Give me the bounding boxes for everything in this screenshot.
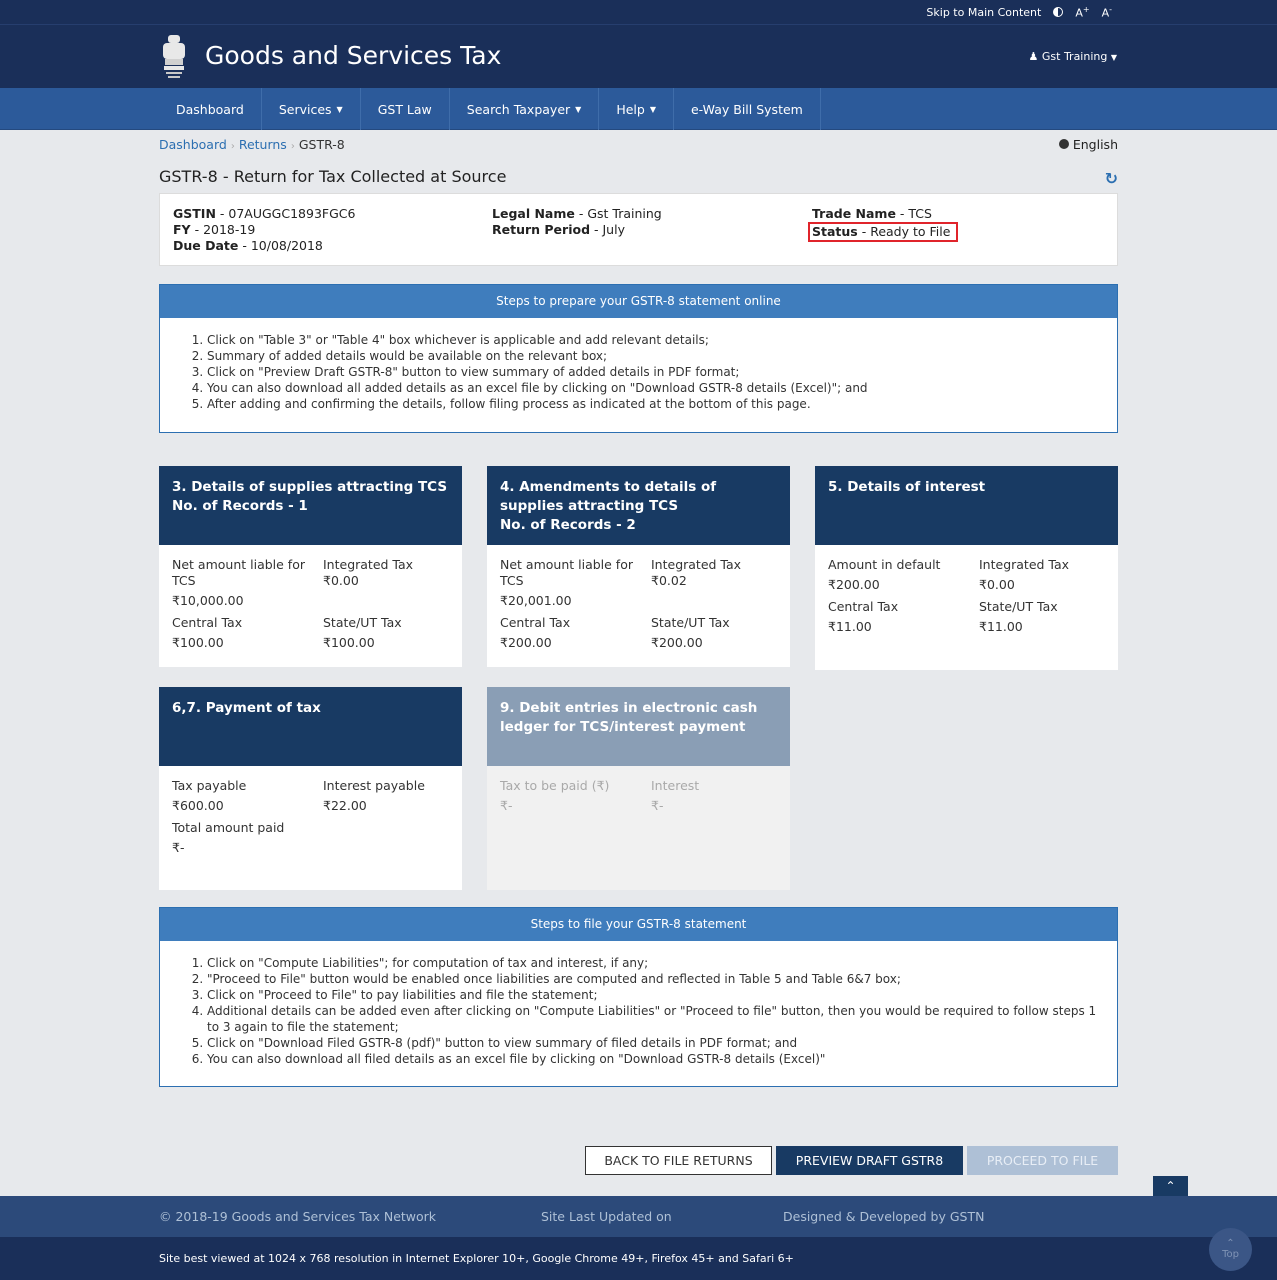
tile-header: 3. Details of supplies attracting TCS No. of Records - 1 [159,466,462,545]
due-date-value: 10/08/2018 [250,238,323,253]
back-to-top-button[interactable]: ⌃ Top [1209,1228,1252,1271]
tile-table-9 [487,687,790,890]
breadcrumb [159,137,345,152]
steps-file-title: Steps to file your GSTR-8 statement [160,908,1117,941]
list-item: 2. "Proceed to File" button would be enabled once liabilities are computed and reflected in Table 5 and Table 6&7 box; [207,971,1101,987]
breadcrumb-current: GSTR-8 [298,137,345,152]
list-item: 2. Summary of added details would be available on the relevant box; [207,348,1101,364]
field-value: ₹200.00 [651,635,703,650]
tile-table-5[interactable] [815,466,1118,670]
breadcrumb-separator-icon: › [290,141,295,152]
field-value: ₹- [500,798,513,813]
nav-eway-bill[interactable]: e-Way Bill System [674,88,821,130]
main-nav [0,88,1277,130]
list-item: 1. Click on "Compute Liabilities"; for computation of tax and interest, if any; [207,955,1101,971]
steps-file-list [160,941,1117,1083]
list-item: 4. Additional details can be added even after clicking on "Compute Liabilities" or "Proceed to file" button, then you would be required to follow steps 1 to 3 again to file the statement; [207,1003,1101,1035]
field-label: Tax payable [172,778,247,793]
language-selector[interactable]: English [1059,137,1118,152]
field-label: Integrated Tax [979,557,1070,572]
trade-name-value: TCS [908,206,932,221]
legal-name-value: Gst Training [587,206,662,221]
status-highlight: Status - Ready to File [808,222,958,242]
nav-help[interactable]: Help ▼ [599,88,674,130]
list-item: 3. Click on "Proceed to File" to pay liabilities and file the statement; [207,987,1101,1003]
records-count: No. of Records - 2 [500,517,636,533]
field-value: ₹20,001.00 [500,593,572,608]
field-label: Central Tax [828,599,899,614]
field-label: Central Tax [500,615,571,630]
field-label: Tax to be paid (₹) [500,778,610,793]
nav-dashboard[interactable]: Dashboard [159,88,262,130]
footer-bottom [0,1237,1277,1280]
field-value: ₹100.00 [172,635,224,650]
list-item: 5. Click on "Download Filed GSTR-8 (pdf)" button to view summary of filed details in PDF format; and [207,1035,1101,1051]
steps-file-panel [159,907,1118,1087]
tile-header: 4. Amendments to details of supplies attracting TCS No. of Records - 2 [487,466,790,545]
contrast-icon[interactable] [1053,7,1063,17]
field-label: Total amount paid [172,820,285,835]
user-menu[interactable]: ♟ Gst Training ▼ [1028,50,1117,63]
field-value: ₹100.00 [323,635,375,650]
field-value: ₹10,000.00 [172,593,244,608]
tile-table-3[interactable] [159,466,462,667]
footer-designed: Designed & Developed by GSTN [783,1209,985,1224]
field-label: Integrated Tax [651,557,742,572]
refresh-icon[interactable]: ↻ [1104,169,1118,188]
list-item: 3. Click on "Preview Draft GSTR-8" button to view summary of added details in PDF format; [207,364,1101,380]
user-icon: ♟ [1028,50,1039,63]
field-label: Central Tax [172,615,243,630]
footer [0,1196,1277,1237]
field-value: ₹11.00 [828,619,872,634]
tile-header: 9. Debit entries in electronic cash ledger for TCS/interest payment [487,687,790,766]
field-label: Net amount liable for TCS [500,557,633,588]
font-decrease-button[interactable]: A- [1101,4,1112,20]
field-label: State/UT Tax [651,615,730,630]
tile-header: 6,7. Payment of tax [159,687,462,766]
utility-bar [0,0,1277,24]
steps-prepare-list [160,318,1117,428]
skip-to-main-link[interactable]: Skip to Main Content [926,5,1042,19]
national-emblem-icon [159,33,189,79]
footer-updated: Site Last Updated on [541,1209,672,1224]
field-label: Interest payable [323,778,425,793]
page-title: GSTR-8 - Return for Tax Collected at Source [159,167,507,186]
breadcrumb-returns[interactable]: Returns [238,137,287,152]
back-to-file-returns-button[interactable]: BACK TO FILE RETURNS [585,1146,772,1175]
field-label: State/UT Tax [979,599,1058,614]
caret-down-icon: ▼ [336,104,343,114]
status-value: Ready to File [870,224,951,239]
field-value: ₹200.00 [828,577,880,592]
field-value: ₹0.02 [651,573,687,588]
field-value: ₹0.00 [979,577,1015,592]
steps-prepare-title: Steps to prepare your GSTR-8 statement online [160,285,1117,318]
info-column-3: Trade Name - TCS Status - Ready to File [812,206,958,242]
footer-copyright: © 2018-19 Goods and Services Tax Network [159,1209,437,1224]
list-item: 5. After adding and confirming the details, follow filing process as indicated at the bottom of this page. [207,396,1101,412]
info-column-2: Legal Name - Gst Training Return Period - July [492,206,662,237]
preview-draft-button[interactable]: PREVIEW DRAFT GSTR8 [776,1146,963,1175]
site-header [0,24,1277,88]
steps-prepare-panel [159,284,1118,433]
chevron-down-icon: ▼ [1110,53,1117,62]
field-label: Amount in default [828,557,941,572]
tile-table-6-7[interactable] [159,687,462,890]
info-column-1: GSTIN - 07AUGGC1893FGC6 FY - 2018-19 Due Date - 10/08/2018 [173,206,356,253]
field-label: State/UT Tax [323,615,402,630]
return-period-value: July [602,222,625,237]
caret-down-icon: ▼ [649,104,656,114]
list-item: 6. You can also download all filed details as an excel file by clicking on "Download GSTR-8 details (Excel)" [207,1051,1101,1067]
field-value: ₹0.00 [323,573,359,588]
caret-down-icon: ▼ [575,104,582,114]
chevron-up-icon: ⌃ [1226,1238,1235,1249]
nav-search-taxpayer[interactable]: Search Taxpayer ▼ [450,88,600,130]
field-value: ₹22.00 [323,798,367,813]
field-value: ₹600.00 [172,798,224,813]
footer-best-viewed: Site best viewed at 1024 x 768 resolution in Internet Explorer 10+, Google Chrome 49+, Firefox 45+ and Safari 6+ [159,1252,794,1265]
globe-icon [1059,139,1069,149]
tile-header: 5. Details of interest [815,466,1118,545]
taxpayer-info-box [159,193,1118,266]
list-item: 1. Click on "Table 3" or "Table 4" box whichever is applicable and add relevant details; [207,332,1101,348]
breadcrumb-dashboard[interactable]: Dashboard [159,137,227,152]
chevron-up-icon[interactable]: ⌃ [1153,1176,1188,1196]
nav-services[interactable]: Services ▼ [262,88,361,130]
tile-table-4[interactable] [487,466,790,667]
breadcrumb-separator-icon: › [230,141,235,152]
list-item: 4. You can also download all added details as an excel file by clicking on "Download GSTR-8 details (Excel)"; and [207,380,1101,396]
fy-value: 2018-19 [203,222,256,237]
field-value: ₹11.00 [979,619,1023,634]
field-label: Net amount liable for TCS [172,557,305,588]
font-increase-button[interactable]: A+ [1075,4,1090,20]
site-title[interactable]: Goods and Services Tax [205,41,502,70]
field-label: Interest [651,778,700,793]
field-value: ₹200.00 [500,635,552,650]
field-value: ₹- [172,840,185,855]
field-label: Integrated Tax [323,557,414,572]
records-count: No. of Records - 1 [172,498,308,514]
gstin-value: 07AUGGC1893FGC6 [228,206,356,221]
proceed-to-file-button[interactable]: PROCEED TO FILE [967,1146,1118,1175]
field-value: ₹- [651,798,664,813]
nav-gst-law[interactable]: GST Law [361,88,450,130]
